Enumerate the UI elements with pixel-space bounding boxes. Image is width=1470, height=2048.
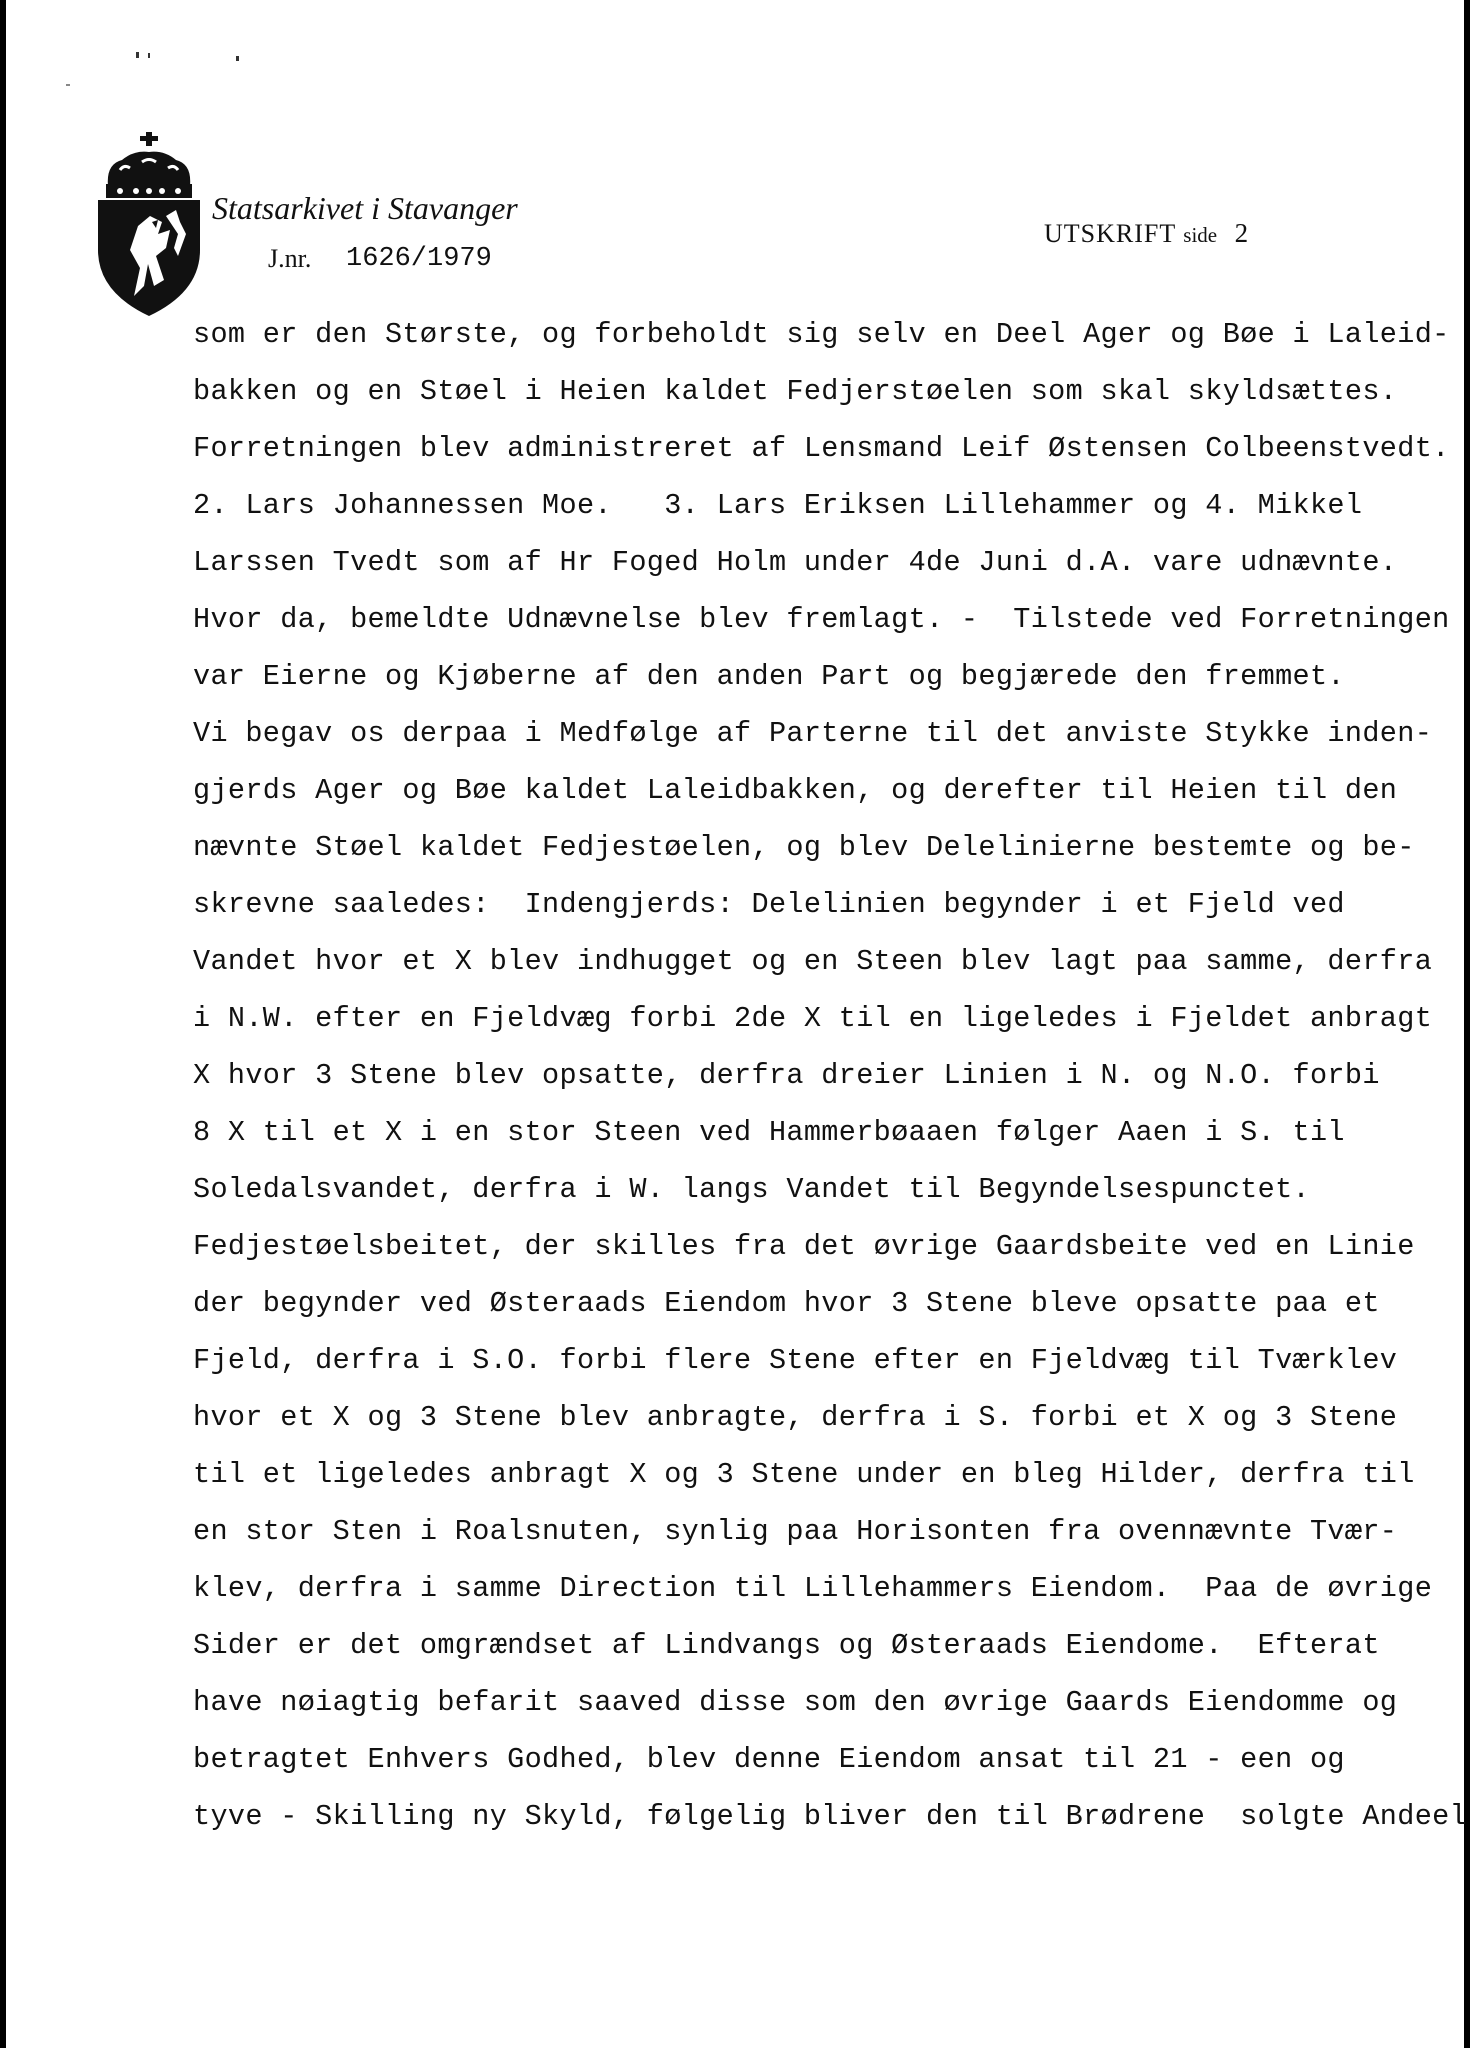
document-body (193, 306, 1468, 1845)
text-line: Vandet hvor et X blev indhugget og en Steen blev lagt paa samme, derfra (193, 945, 1433, 978)
text-line: en stor Sten i Roalsnuten, synlig paa Horisonten fra ovennævnte Tvær- (193, 1515, 1398, 1548)
text-line: 8 X til et X i en stor Steen ved Hammerbøaaen følger Aaen i S. til (193, 1116, 1345, 1149)
text-line: have nøiagtig befarit saaved disse som den øvrige Gaards Eiendomme og (193, 1686, 1398, 1719)
archive-name: Statsarkivet i Stavanger (212, 190, 518, 226)
text-line: klev, derfra i samme Direction til Lillehammers Eiendom. Paa de øvrige (193, 1572, 1433, 1605)
text-line: Fedjestøelsbeitet, der skilles fra det øvrige Gaardsbeite ved en Linie (193, 1230, 1415, 1263)
text-line: hvor et X og 3 Stene blev anbragte, derfra i S. forbi et X og 3 Stene (193, 1401, 1398, 1434)
document-type-label: UTSKRIFT (1044, 219, 1176, 248)
text-line: Forretningen blev administreret af Lensmand Leif Østensen Colbeenstvedt. (193, 432, 1450, 465)
text-line: gjerds Ager og Bøe kaldet Laleidbakken, og derefter til Heien til den (193, 774, 1398, 807)
page-number: 2 (1234, 218, 1250, 248)
journal-number: 1626/1979 (346, 244, 492, 274)
text-line: bakken og en Støel i Heien kaldet Fedjerstøelen som skal skyldsættes. (193, 375, 1398, 408)
text-line: Larssen Tvedt som af Hr Foged Holm under 4de Juni d.A. vare udnævnte. (193, 546, 1398, 579)
text-line: nævnte Støel kaldet Fedjestøelen, og blev Delelinierne bestemte og be- (193, 831, 1415, 864)
text-line: i N.W. efter en Fjeldvæg forbi 2de X til en ligeledes i Fjeldet anbragt (193, 1002, 1433, 1035)
text-line: X hvor 3 Stene blev opsatte, derfra dreier Linien i N. og N.O. forbi (193, 1059, 1380, 1092)
text-line: Soledalsvandet, derfra i W. langs Vandet til Begyndelsespunctet. (193, 1173, 1310, 1206)
text-line: til et ligeledes anbragt X og 3 Stene under en bleg Hilder, derfra til (193, 1458, 1415, 1491)
text-line: skrevne saaledes: Indengjerds: Delelinien begynder i et Fjeld ved (193, 888, 1345, 921)
text-line: Fjeld, derfra i S.O. forbi flere Stene efter en Fjeldvæg til Tværklev (193, 1344, 1398, 1377)
norwegian-coat-of-arms-icon (94, 130, 204, 318)
text-line: tyve - Skilling ny Skyld, følgelig bliver den til Brødrene solgte Andeel (193, 1800, 1468, 1833)
text-line: betragtet Enhvers Godhed, blev denne Eiendom ansat til 21 - een og (193, 1743, 1345, 1776)
text-line: Sider er det omgrændset af Lindvangs og Østeraads Eiendome. Efterat (193, 1629, 1380, 1662)
text-line: 2. Lars Johannessen Moe. 3. Lars Eriksen Lillehammer og 4. Mikkel (193, 489, 1363, 522)
scan-specks (46, 48, 266, 98)
text-line: der begynder ved Østeraads Eiendom hvor 3 Stene bleve opsatte paa et (193, 1287, 1380, 1320)
text-line: var Eierne og Kjøberne af den anden Part og begjærede den fremmet. (193, 660, 1345, 693)
text-line: Vi begav os derpaa i Medfølge af Parterne til det anviste Stykke inden- (193, 717, 1433, 750)
text-line: Hvor da, bemeldte Udnævnelse blev fremlagt. - Tilstede ved Forretningen (193, 603, 1450, 636)
text-line: som er den Største, og forbeholdt sig selv en Deel Ager og Bøe i Laleid- (193, 318, 1450, 351)
journal-number-label: J.nr. (268, 244, 312, 273)
document-page (6, 0, 1468, 2048)
side-label: side (1183, 223, 1218, 247)
page-header (1044, 218, 1249, 249)
